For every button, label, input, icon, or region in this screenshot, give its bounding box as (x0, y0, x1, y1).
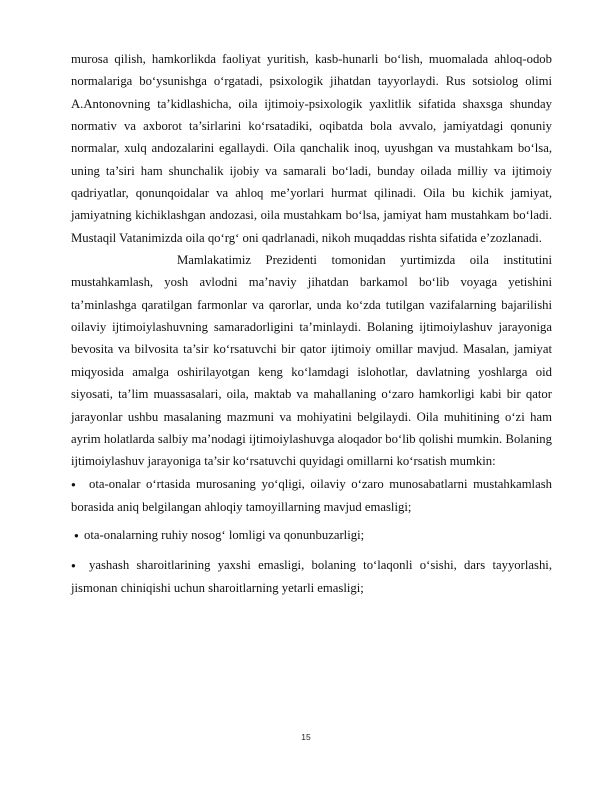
paragraph-2: Mamlakatimiz Prezidenti tomonidan yurtimizda oila institutini mustahkamlash, yosh avlodni ma’naviy jihatdan barkamol bo‘lib voyaga yetishini ta’minlashga qaratilgan farmonlar va qarorlar, unda ko‘zda tutilgan vazifalarning bajarilishi oilaviy ijtimoiylashuvning samaradorligini ta’minlaydi. Bolaning ijtimoiylashuv jarayoniga bevosita va bilvosita ta’sir ko‘rsatuvchi bir qator ijtimoiy omillar mavjud. Masalan, jamiyat miqyosida amalga oshirilayotgan keng ko‘lamdagi islohotlar, davlatning yoshlarga oid siyosati, ta’lim muassasalari, oila, maktab va mahallaning o‘zaro hamkorligi kabi bir qator jarayonlar ushbu masalaning mazmuni va mohiyatini belgilaydi. Oila muhitining o‘zi ham ayrim holatlarda salbiy ma’nodagi ijtimoiylashuvga aloqador bo‘lib qolishi mumkin. Bolaning ijtimoiylashuv jarayoniga ta’sir ko‘rsatuvchi quyidagi omillarni ko‘rsatish mumkin: (71, 253, 552, 469)
bullet-icon: ● (71, 479, 76, 489)
paragraph-1: murosa qilish, hamkorlikda faoliyat yuritish, kasb-hunarli bo‘lish, muomalada ahloq-odob normalariga bo‘ysunishga o‘rgatadi, psixologik jihatdan tayyorlaydi. Rus sotsiolog olimi A.Antonovning ta’kidlashicha, oila ijtimoiy-psixologik yaxlitlik sifatida shaxsga shunday normativ va axborot ta’sirlarini ko‘rsatadiki, oqibatda bola avvalo, jamiyatdagi qonuniy normalar, xulq andozalarini egallaydi. Oila qanchalik inoq, uyushgan va mustahkam bo‘lsa, uning ta’siri ham shunchalik ijobiy va samarali bo‘ladi, bunday oilada milliy va ijtimoiy qadriyatlar, qonunqoidalar va ahloq me’yorlari hurmat qilinadi. Oila bu kichik jamiyat, jamiyatning kichiklashgan andozasi, oila mustahkam bo‘lsa, jamiyat ham mustahkam bo‘ladi. Mustaqil Vatanimizda oila qo‘rg‘ oni qadrlanadi, nikoh muqaddas rishta sifatida e’zozlanadi. (71, 52, 552, 245)
bullet-text-1: ota-onalar o‘rtasida murosaning yo‘qligi, oilaviy o‘zaro munosabatlarni mustahkamlash borasida aniq belgilangan ahloqiy tamoyillarning mavjud emasligi; (71, 476, 552, 514)
bullet-icon: ● (71, 560, 76, 570)
bullet-item-3 (71, 554, 552, 600)
document-page (71, 48, 552, 599)
bullet-item-1 (71, 473, 552, 519)
bullet-text-3: yashash sharoitlarining yaxshi emasligi, bolaning to‘laqonli o‘sishi, dars tayyorlashi, jismonan chiniqishi uchun sharoitlarning yetarli emasligi; (71, 557, 552, 595)
bullet-text-2: ota-onalarning ruhiy nosog‘ lomligi va qonunbuzarligi; (84, 528, 365, 543)
bullet-item-2 (71, 524, 552, 547)
page-number: 15 (301, 732, 311, 742)
bullet-icon: ● (74, 531, 79, 541)
